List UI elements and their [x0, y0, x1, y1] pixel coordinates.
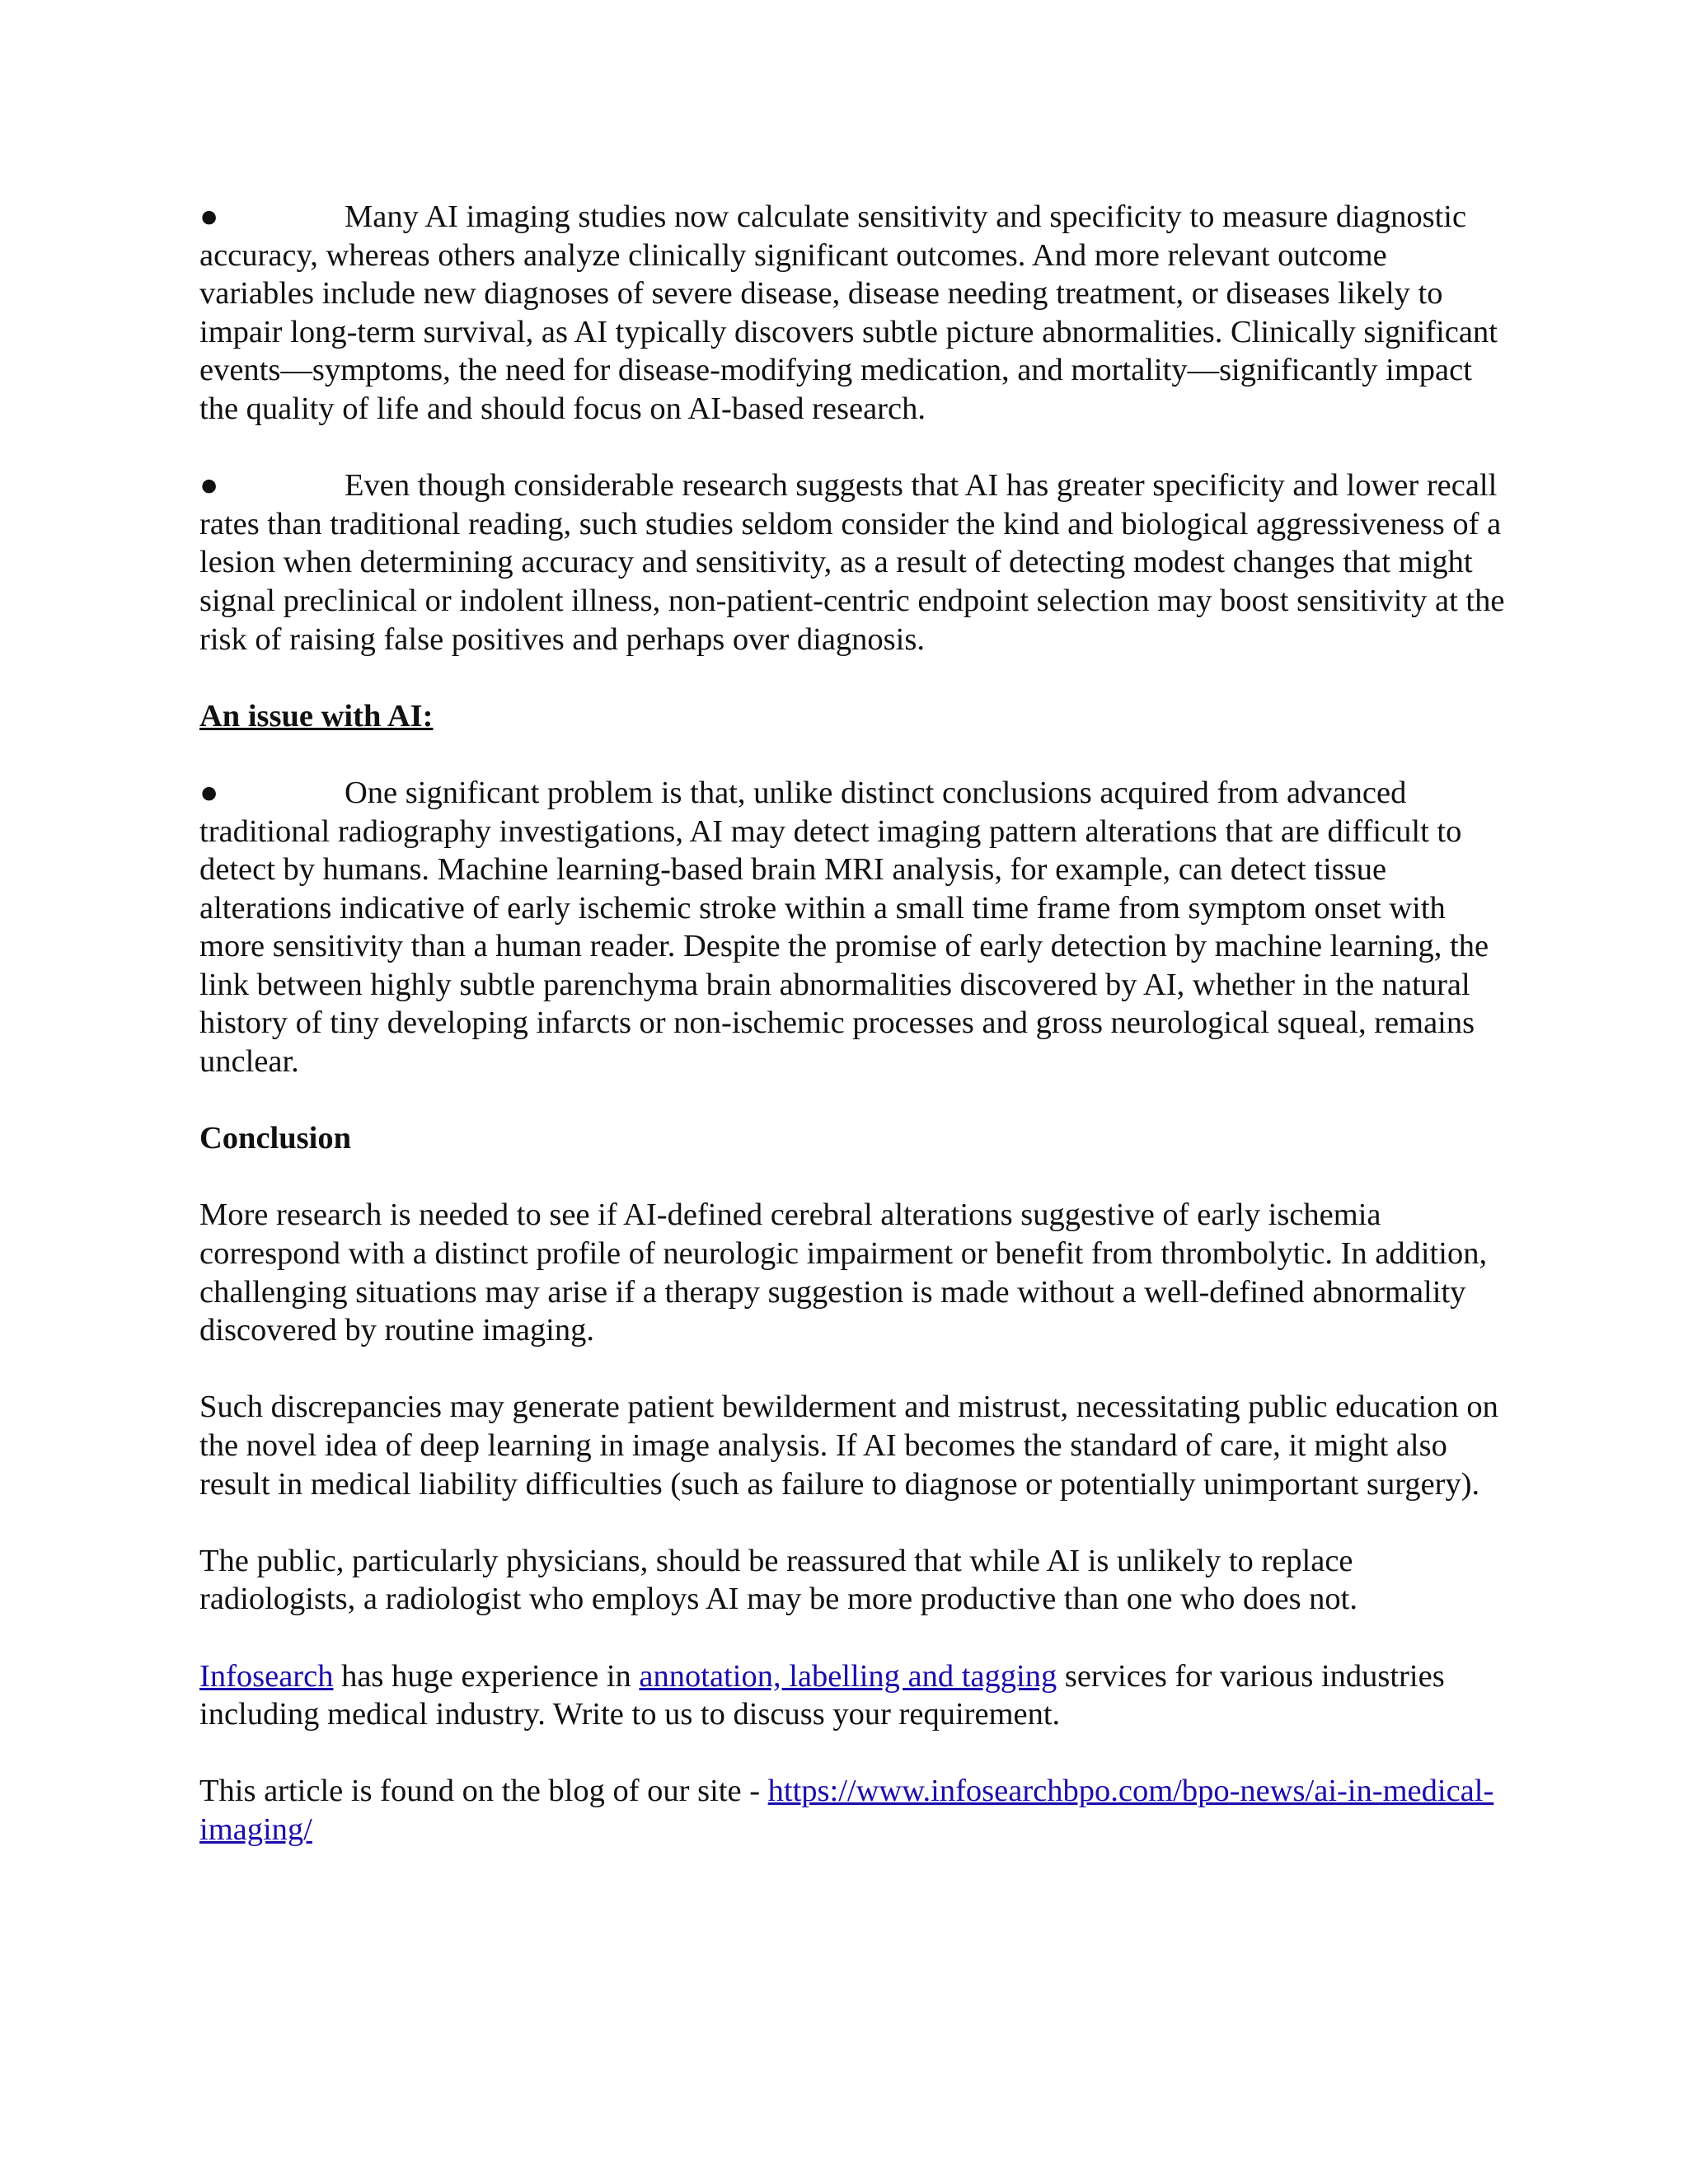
conclusion-paragraph-discrepancies: Such discrepancies may generate patient bewilderment and mistrust, necessitating public education on the novel idea of deep learning in image analysis. If AI becomes the standard of care, it might also result in medical liability difficulties (such as failure to diagnose or potentially unimportant surgery).	[199, 1390, 1498, 1502]
conclusion-paragraph-research: More research is needed to see if AI-defined cerebral alterations suggestive of early ischemia correspond with a distinct profile of neurologic impairment or benefit from thrombolytic. In addition, challenging situations may arise if a therapy suggestion is made without a well-defined abnormality discovered by routine imaging.	[199, 1197, 1488, 1348]
bullet-icon: ●	[199, 199, 219, 234]
promo-text-1: has huge experience in	[333, 1658, 640, 1694]
article-url-link[interactable]: https://www.infosearchbpo.com/bpo-news/ai-in-medical-imaging/	[199, 1774, 1494, 1847]
infosearch-link[interactable]: Infosearch	[199, 1658, 334, 1694]
bullet-icon: ●	[199, 775, 219, 810]
bullet-icon: ●	[199, 468, 219, 504]
bullet-paragraph-problem	[199, 774, 1506, 1081]
bullet-text: One significant problem is that, unlike distinct conclusions acquired from advanced traditional radiography investigations, AI may detect imaging pattern alterations that are difficult to detect by humans. Machine learning-based brain MRI analysis, for example, can detect tissue alterations indicative of early ischemic stroke within a small time frame from symptom onset with more sensitivity than a human reader. Despite the promise of early detection by machine learning, the link between highly subtle parenchyma brain abnormalities discovered by AI, whether in the natural history of tiny developing infarcts or non-ischemic processes and gross neurological squeal, remains unclear.	[199, 775, 1489, 1080]
document-page	[199, 198, 1506, 1887]
annotation-services-link[interactable]: annotation, labelling and tagging	[639, 1658, 1057, 1694]
issue-heading: An issue with AI:	[199, 698, 434, 733]
bullet-paragraph-specificity	[199, 466, 1506, 658]
promo-paragraph	[199, 1657, 1506, 1734]
source-paragraph	[199, 1772, 1506, 1849]
bullet-paragraph-accuracy	[199, 198, 1506, 429]
conclusion-paragraph-reassurance: The public, particularly physicians, should be reassured that while AI is unlikely to replace radiologists, a radiologist who employs AI may be more productive than one who does not.	[199, 1543, 1358, 1617]
bullet-text: Many AI imaging studies now calculate sensitivity and specificity to measure diagnostic accuracy, whereas others analyze clinically significant outcomes. And more relevant outcome variables include new diagnoses of severe disease, disease needing treatment, or diseases likely to impair long-term survival, as AI typically discovers subtle picture abnormalities. Clinically significant events—symptoms, the need for disease-modifying medication, and mortality—significantly impact the quality of life and should focus on AI-based research.	[199, 199, 1498, 426]
conclusion-heading: Conclusion	[199, 1121, 352, 1156]
source-prefix: This article is found on the blog of our site -	[199, 1774, 768, 1809]
promo-text-2: services for various industries including medical industry. Write to us to discuss your requirement.	[199, 1658, 1445, 1732]
bullet-text: Even though considerable research suggests that AI has greater specificity and lower recall rates than traditional reading, such studies seldom consider the kind and biological aggressiveness of a lesion when determining accuracy and sensitivity, as a result of detecting modest changes that might signal preclinical or indolent illness, non-patient-centric endpoint selection may boost sensitivity at the risk of raising false positives and perhaps over diagnosis.	[199, 468, 1505, 657]
